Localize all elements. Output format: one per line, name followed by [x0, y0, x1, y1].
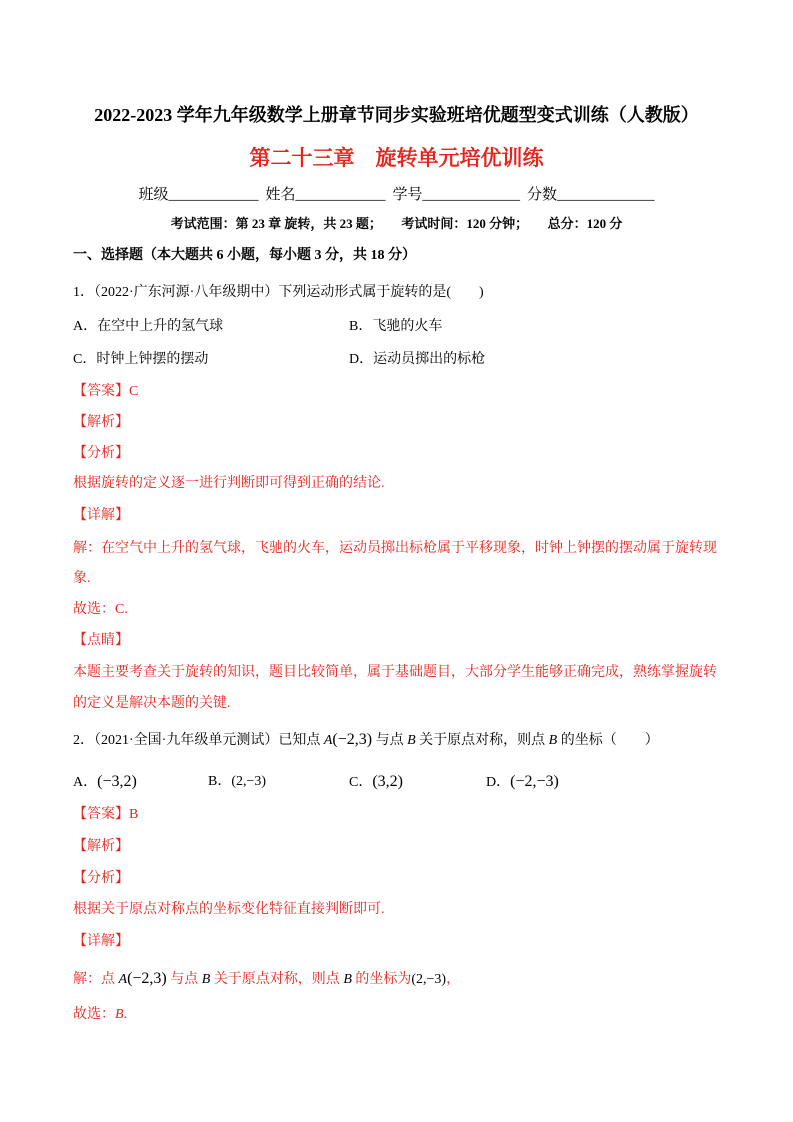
q2-option-b-value: (2,−3)	[231, 774, 267, 789]
q1-conclusion: 故选：C.	[73, 602, 128, 617]
q2-fenxi-tag: 【分析】	[73, 871, 129, 886]
q1-number: 1．	[73, 285, 94, 300]
field-score-blank: _____________	[557, 187, 655, 203]
q1-comment-line-1: 本题主要考查关于旋转的知识，题目比较简单，属于基础题目，大部分学生能够正确完成，熟练掌握旋转	[73, 665, 717, 680]
q2-conclusion-letter: B	[115, 1007, 124, 1022]
q1-stem	[73, 283, 484, 303]
q1-option-d-text: 运动员掷出的标枪	[373, 352, 486, 367]
q2-number: 2．	[73, 733, 94, 748]
q1-detail-line-2: 象.	[73, 571, 91, 586]
q2-detail-line	[73, 969, 460, 990]
q2-detail-coord-a: (−2,3)	[127, 970, 167, 987]
field-score-label: 分数	[527, 187, 558, 203]
field-name-label: 姓名	[265, 187, 296, 203]
q2-option-d	[486, 772, 559, 793]
q2-point-a: A	[323, 733, 333, 748]
q2-option-b	[208, 772, 266, 792]
q2-conclusion-pre: 故选：	[73, 1007, 115, 1022]
q1-comment-line-2: 的定义是解决本题的关键.	[73, 696, 231, 711]
q2-option-a-value: (−3,2)	[97, 773, 137, 790]
q2-detail-pre: 解：点	[73, 972, 119, 987]
q2-answer-tag: 【答案】	[73, 807, 129, 822]
q1-option-c	[73, 350, 208, 370]
q2-conclusion	[73, 1005, 127, 1025]
q2-option-d-label: D．	[486, 775, 511, 790]
q2-jiexi-tag: 【解析】	[73, 839, 129, 854]
field-class-blank: ____________	[168, 187, 259, 203]
q2-coord-a: (−2,3)	[332, 731, 373, 748]
q1-answer	[73, 382, 138, 402]
q1-fenxi-tag: 【分析】	[73, 446, 129, 461]
q2-detail-coord-b: (2,−3)	[411, 972, 447, 987]
q1-answer-value: C	[129, 384, 139, 399]
q2-detail-mid2: 关于原点对称，则点	[210, 972, 344, 987]
q1-option-c-label: C．	[73, 352, 97, 367]
q2-source: （2021·全国·九年级单元测试）	[94, 733, 279, 748]
q1-option-b-label: B．	[349, 319, 373, 334]
q2-detail-point-b: B	[201, 972, 211, 987]
q1-source: （2022·广东河源·八年级期中）	[94, 285, 279, 300]
q2-detail-mid3: 的坐标为	[351, 972, 412, 987]
q1-jiexi-tag: 【解析】	[73, 415, 129, 430]
q1-option-a-text: 在空中上升的氢气球	[97, 319, 224, 334]
q2-fenxi-text: 根据关于原点对称点的坐标变化特征直接判断即可.	[73, 902, 385, 917]
q2-option-b-label: B．	[208, 774, 232, 789]
q2-option-a	[73, 772, 137, 793]
q1-option-a	[73, 317, 223, 337]
q1-option-a-label: A．	[73, 319, 98, 334]
q2-detail-point-b-2: B	[343, 972, 352, 987]
q1-detail-line-1: 解：在空气中上升的氢气球，飞驰的火车，运动员掷出标枪属于平移现象，时钟上钟摆的摆动属于旋转现	[73, 541, 717, 556]
q2-conclusion-end: .	[123, 1007, 128, 1022]
q2-answer	[73, 805, 138, 825]
q2-stem-mid2: 关于原点对称，则点	[415, 733, 549, 748]
q2-option-d-value: (−2,−3)	[510, 773, 559, 790]
q1-option-d	[349, 350, 485, 370]
q1-comment-tag: 【点睛】	[73, 633, 129, 648]
q2-point-b-2: B	[548, 733, 558, 748]
q2-option-c-value: (3,2)	[372, 773, 403, 790]
field-id-label: 学号	[392, 187, 423, 203]
q1-option-d-label: D．	[349, 352, 374, 367]
document-title: 2022-2023 学年九年级数学上册章节同步实验班培优题型变式训练（人教版）	[94, 105, 699, 125]
q1-stem-text: 下列运动形式属于旋转的是( )	[278, 285, 484, 300]
q2-stem-mid1: 与点	[372, 733, 408, 748]
section-heading: 一、选择题（本大题共 6 小题，每小题 3 分，共 18 分）	[73, 248, 416, 263]
q2-stem-end: 的坐标（ ）	[557, 733, 659, 748]
q1-option-b	[349, 317, 442, 337]
q2-detail-end: ，	[446, 972, 461, 987]
chapter-subtitle: 第二十三章 旋转单元培优训练	[249, 146, 544, 170]
q2-answer-value: B	[129, 807, 139, 822]
student-info-fields	[0, 185, 793, 205]
field-id-blank: _____________	[422, 187, 521, 203]
q2-option-c	[349, 772, 403, 793]
exam-info: 考试范围：第 23 章 旋转，共 23 题； 考试时间：120 分钟； 总分：120 分	[170, 216, 623, 231]
q2-detail-point-a: A	[118, 972, 128, 987]
q1-option-b-text: 飞驰的火车	[372, 319, 443, 334]
q1-answer-tag: 【答案】	[73, 384, 129, 399]
q2-stem-pre: 已知点	[278, 733, 324, 748]
field-name-blank: ____________	[295, 187, 386, 203]
q2-point-b: B	[407, 733, 416, 748]
q1-option-c-text: 时钟上钟摆的摆动	[96, 352, 209, 367]
field-class-label: 班级	[138, 187, 169, 203]
q2-stem	[73, 730, 659, 751]
q2-detail-mid1: 与点	[166, 972, 202, 987]
q2-detail-tag: 【详解】	[73, 934, 129, 949]
q1-detail-tag: 【详解】	[73, 508, 129, 523]
q1-fenxi-text: 根据旋转的定义逐一进行判断即可得到正确的结论.	[73, 476, 385, 491]
q2-option-c-label: C．	[349, 775, 373, 790]
q2-option-a-label: A．	[73, 775, 98, 790]
